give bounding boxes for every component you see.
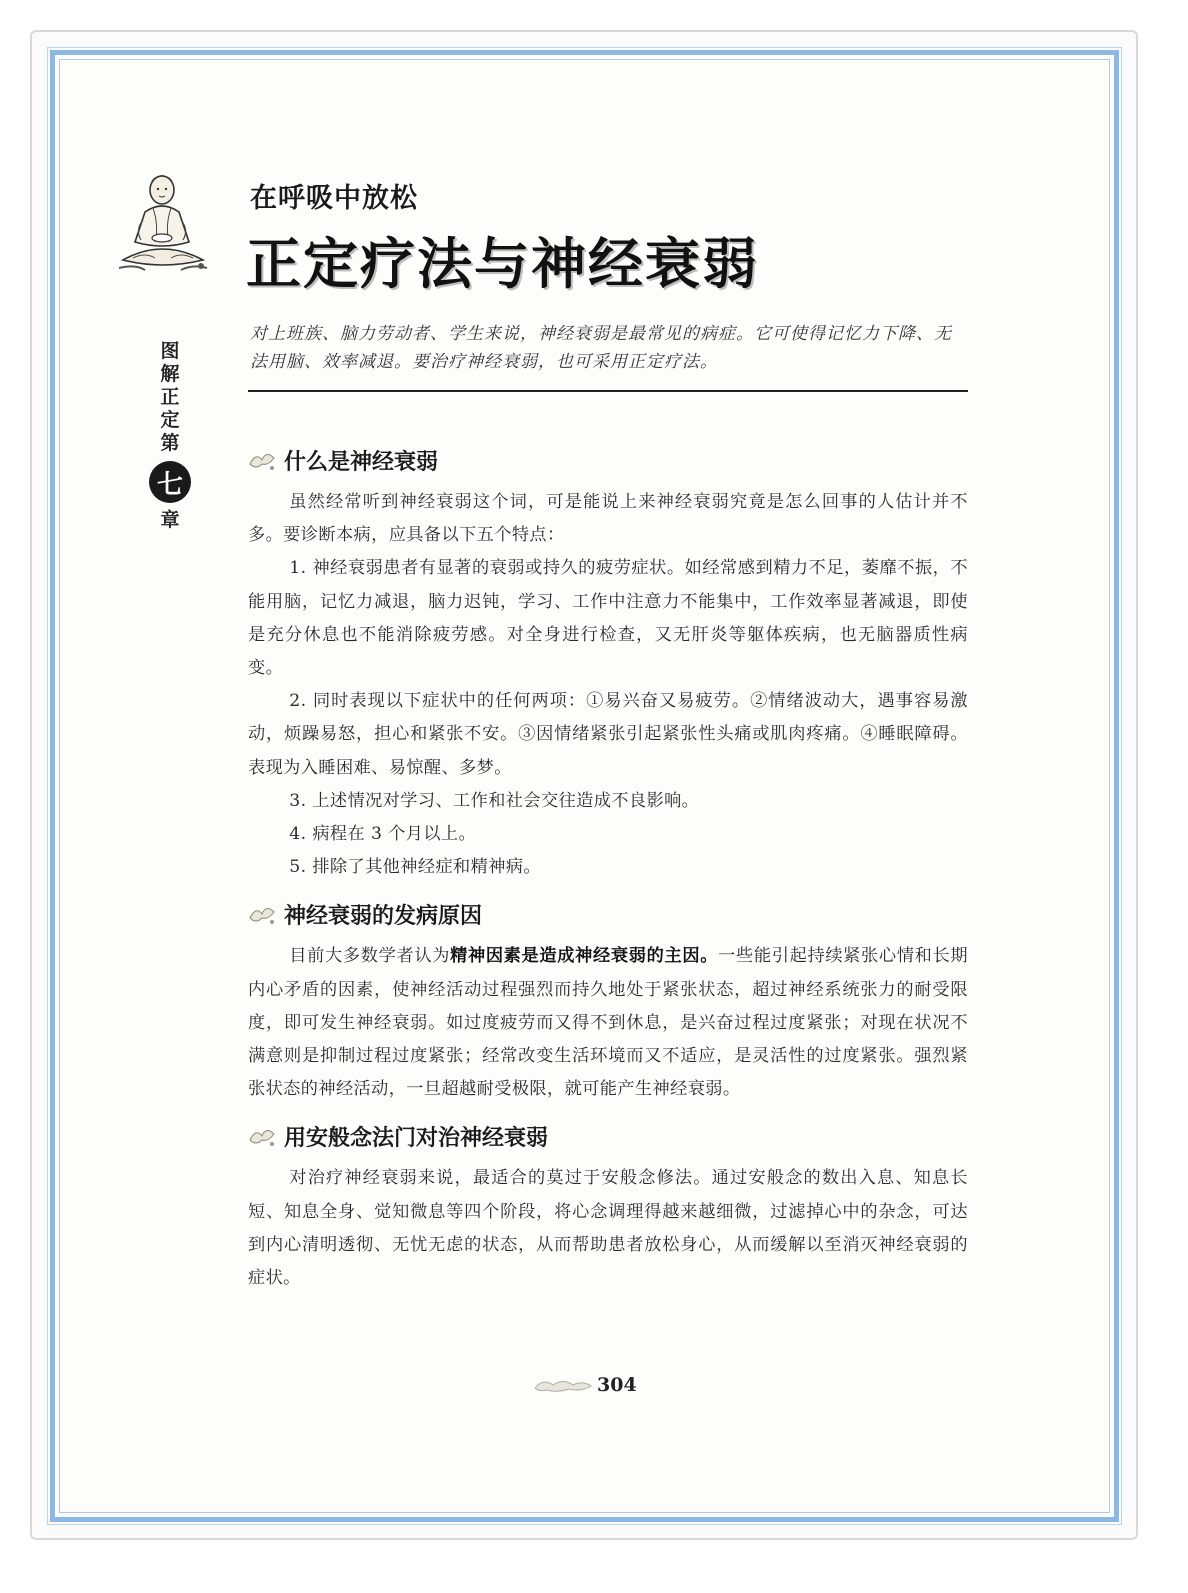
paragraph: 2. 同时表现以下症状中的任何两项：①易兴奋又易疲劳。②情绪波动大，遇事容易激动，烦躁易怒，担心和紧张不安。③因情绪紧张引起紧张性头痛或肌肉疼痛。④睡眠障碍。表现为入睡困难、易惊醒、多梦。 — [248, 691, 968, 778]
article-body — [248, 438, 968, 1295]
title-divider — [248, 390, 968, 392]
lotus-bullet-icon — [248, 1124, 278, 1148]
section-heading-text: 神经衰弱的发病原因 — [284, 902, 483, 929]
side-tab-char: 解 — [160, 363, 180, 385]
side-tab-char: 章 — [160, 509, 180, 531]
side-tab-char: 图 — [160, 340, 180, 362]
side-tab-char: 第 — [160, 432, 180, 454]
side-tab-char: 正 — [160, 386, 180, 408]
paragraph-rest: 一些能引起持续紧张心情和长期内心矛盾的因素，使神经活动过程强烈而持久地处于紧张状态，超过神经系统张力的耐受限度，即可发生神经衰弱。如过度疲劳而又得不到休息，是兴奋过程过度紧张；对现在状况不满意则是抑制过程过度紧张；经常改变生活环境而又不适应，是灵活性的过度紧张。强烈紧张状态的神经活动，一旦超越耐受极限，就可能产生神经衰弱。 — [248, 946, 968, 1100]
side-tab-char: 定 — [160, 409, 180, 431]
page-overtitle: 在呼吸中放松 — [250, 183, 418, 214]
chapter-number-badge: 七 — [149, 461, 191, 503]
paragraph: 1. 神经衰弱患者有显著的衰弱或持久的疲劳症状。如经常感到精力不足，萎靡不振，不能用脑，记忆力减退，脑力迟钝，学习、工作中注意力不能集中，工作效率显著减退，即使是充分休息也不能消除疲劳感。对全身进行检查，又无肝炎等躯体疾病，也无脑器质性病变。 — [248, 558, 968, 679]
paragraph: 3. 上述情况对学习、工作和社会交往造成不良影响。 — [289, 790, 700, 811]
paragraph — [248, 940, 968, 1106]
meditating-buddha-icon — [115, 168, 211, 276]
paragraph: 对治疗神经衰弱来说，最适合的莫过于安般念修法。通过安般念的数出入息、知息长短、知息全身、觉知微息等四个阶段，将心念调理得越来越细微，过滤掉心中的杂念，可达到内心清明透彻、无忧无虑的状态，从而帮助患者放松身心，从而缓解以至消灭神经衰弱的症状。 — [248, 1168, 968, 1289]
section-heading-text: 用安般念法门对治神经衰弱 — [284, 1124, 549, 1151]
section-heading-text: 什么是神经衰弱 — [284, 448, 439, 475]
section-heading — [248, 1118, 968, 1154]
cloud-ornament-icon — [533, 1376, 593, 1394]
lotus-bullet-icon — [248, 902, 278, 926]
page-number — [533, 1374, 637, 1396]
paragraph-emphasis: 精神因素是造成神经衰弱的主因。 — [450, 946, 719, 967]
paragraph: 虽然经常听到神经衰弱这个词，可是能说上来神经衰弱究竟是怎么回事的人估计并不多。要诊断本病，应具备以下五个特点： — [248, 492, 968, 546]
lotus-bullet-icon — [248, 448, 278, 472]
page-number-text: 304 — [597, 1374, 637, 1396]
section-heading — [248, 896, 968, 932]
chapter-side-tab — [146, 340, 194, 532]
paragraph: 5. 排除了其他神经症和精神病。 — [289, 857, 541, 878]
paragraph-lead: 目前大多数学者认为 — [289, 946, 451, 967]
intro-summary: 对上班族、脑力劳动者、学生来说，神经衰弱是最常见的病症。它可使得记忆力下降、无法用脑、效率减退。要治疗神经衰弱，也可采用正定疗法。 — [250, 324, 952, 372]
paragraph: 4. 病程在 3 个月以上。 — [289, 824, 477, 845]
page-title: 正定疗法与神经衰弱 — [246, 232, 760, 296]
section-heading — [248, 442, 968, 478]
